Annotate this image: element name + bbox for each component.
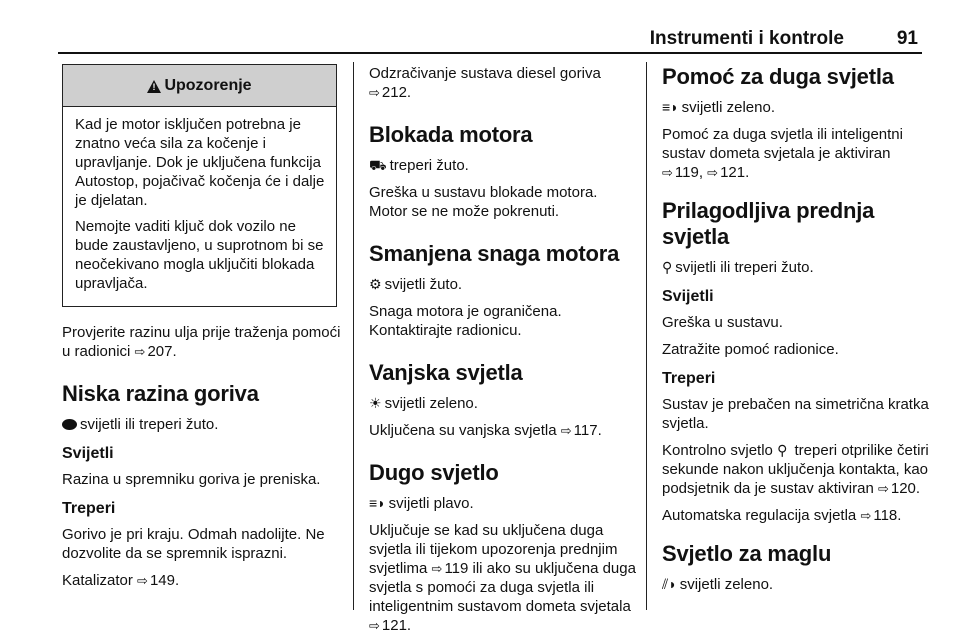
- column-2: [369, 64, 637, 642]
- column-1: [62, 64, 342, 598]
- page-ref-icon: ⇨: [877, 481, 889, 496]
- page-ref-icon: ⇨: [369, 85, 380, 100]
- page-reference[interactable]: 121.: [720, 164, 750, 181]
- page-ref-icon: ⇨: [662, 165, 673, 180]
- page-reference[interactable]: 121.: [381, 617, 412, 634]
- high-beam-text: Uključuje se kad su uključena duga svjetla ili tijekom upozorenja prednjim svjetlima ⇨ 119 ili ako su uključena duga svjetla s pomoći za duga svjetla ili inteligentnim sustavom dometa svjetala ⇨ 121.: [369, 522, 636, 634]
- subheading-svijetli: Svijetli: [662, 288, 714, 305]
- subheading-treperi: Treperi: [662, 370, 716, 387]
- section-heading-adaptive-lights: Prilagodljiva prednja svjetla: [662, 198, 875, 249]
- fuel-warning-icon: [62, 419, 77, 430]
- reduced-power-status: ⚙ svijetli žuto.: [369, 276, 463, 293]
- treperi-text: Sustav je prebačen na simetrična kratka svjetla.: [662, 396, 929, 432]
- auto-light-paragraph: Automatska regulacija svjetla ⇨ 118.: [662, 507, 902, 524]
- column-3: [662, 64, 930, 602]
- page-reference[interactable]: 212.: [381, 84, 412, 101]
- page-number: 91: [896, 28, 918, 49]
- high-beam-assist-text: Pomoć za duga svjetla ili inteligentni sustav dometa svjetala je aktiviran ⇨ 119, ⇨ 121.: [662, 126, 903, 181]
- svijetli-text: Greška u sustavu.: [662, 314, 783, 331]
- svijetli-text: Zatražite pomoć radionice.: [662, 341, 839, 358]
- subheading-treperi: Treperi: [62, 500, 116, 517]
- page-ref-icon: ⇨: [707, 165, 719, 180]
- page-reference[interactable]: 119,: [674, 164, 703, 181]
- warning-paragraph: Nemojte vaditi ključ dok vozilo ne bude zaustavljeno, u suprotnom bi se neočekivano mogla uključiti blokada upravljača.: [75, 218, 324, 292]
- page-ref-icon: ⇨: [137, 573, 148, 588]
- immobiliser-text: Greška u sustavu blokade motora. Motor se ne može pokrenuti.: [369, 184, 598, 220]
- treperi-text: Kontrolno svjetlo ⚲ treperi otprilike četiri sekunde nakon uključenja kontakta, kao podsjetnik da je sustav aktiviran ⇨ 120.: [662, 442, 929, 497]
- oil-paragraph: Provjerite razinu ulja prije traženja pomoći u radionici ⇨ 207.: [62, 324, 341, 360]
- engine-power-icon: ⚙: [369, 276, 382, 292]
- adaptive-lights-status: ⚲ svijetli ili treperi žuto.: [662, 259, 814, 276]
- page-reference[interactable]: 120.: [890, 480, 921, 497]
- high-beam-icon: ≡◗: [369, 495, 386, 511]
- adaptive-light-icon: ⚲: [777, 442, 788, 458]
- page-ref-icon: ⇨: [560, 423, 572, 438]
- exterior-lights-status: ☀ svijetli zeleno.: [369, 395, 478, 412]
- immobiliser-status: ⛟ treperi žuto.: [369, 157, 469, 174]
- section-heading-fog-light: Svjetlo za maglu: [662, 541, 832, 566]
- warning-triangle-icon: [147, 80, 161, 93]
- fog-light-icon: ⫽◗: [662, 576, 677, 592]
- high-beam-assist-status: ≡◗ svijetli zeleno.: [662, 99, 776, 116]
- diesel-paragraph: Odzračivanje sustava diesel goriva ⇨ 212.: [369, 65, 601, 101]
- section-heading-exterior-lights: Vanjska svjetla: [369, 360, 523, 385]
- page-ref-icon: ⇨: [860, 508, 872, 523]
- section-heading-reduced-power: Smanjena snaga motora: [369, 241, 620, 266]
- subheading-svijetli: Svijetli: [62, 445, 114, 462]
- high-beam-assist-icon: ≡◗: [662, 99, 679, 115]
- svijetli-text: Razina u spremniku goriva je preniska.: [62, 471, 321, 488]
- header-rule: [58, 52, 922, 54]
- katalizator-paragraph: Katalizator ⇨ 149.: [62, 572, 180, 589]
- page-ref-icon: ⇨: [369, 618, 380, 633]
- treperi-text: Gorivo je pri kraju. Odmah nadolijte. Ne dozvolite da se spremnik isprazni.: [62, 526, 325, 562]
- warning-paragraph: Kad je motor isključen potrebna je znatno veća sila za kočenje i upravljanje. Dok je uključena funkcija Autostop, pojačivač kočenja će i dalje je djelatan.: [75, 116, 325, 209]
- page-reference[interactable]: 117.: [573, 422, 602, 439]
- section-heading-fuel: Niska razina goriva: [62, 381, 259, 406]
- warning-title: Upozorenje: [164, 76, 252, 94]
- warning-header: [63, 65, 336, 107]
- exterior-lights-text: Uključena su vanjska svjetla ⇨ 117.: [369, 422, 602, 439]
- section-heading-high-beam: Dugo svjetlo: [369, 460, 499, 485]
- section-heading-high-beam-assist: Pomoć za duga svjetla: [662, 64, 894, 89]
- page-reference: 119 ili ako su uključena duga svjetla s pomoći za duga svjetla ili inteligentnim sustavom dometa svjetala: [369, 560, 636, 615]
- fog-light-status: ⫽◗ svijetli zeleno.: [662, 576, 774, 593]
- side-lights-icon: ☀: [369, 395, 382, 411]
- section-heading-immobiliser: Blokada motora: [369, 122, 533, 147]
- page-header: [58, 24, 922, 54]
- high-beam-status: ≡◗ svijetli plavo.: [369, 495, 474, 512]
- page-reference[interactable]: 149.: [149, 572, 180, 589]
- reduced-power-text: Snaga motora je ograničena. Kontaktirajte radionicu.: [369, 303, 562, 339]
- warning-box: [62, 64, 337, 307]
- warning-body: [63, 107, 336, 306]
- page-reference[interactable]: 207.: [147, 343, 177, 360]
- page-reference[interactable]: 118.: [873, 507, 902, 524]
- fuel-status: svijetli ili treperi žuto.: [62, 415, 342, 434]
- adaptive-light-icon: ⚲: [662, 259, 673, 275]
- column-divider: [646, 62, 647, 610]
- page-ref-icon: ⇨: [134, 344, 146, 359]
- column-divider: [353, 62, 354, 610]
- page-ref-icon: ⇨: [431, 561, 443, 576]
- car-key-icon: ⛟: [369, 157, 387, 173]
- chapter-title: Instrumenti i kontrole: [649, 28, 844, 49]
